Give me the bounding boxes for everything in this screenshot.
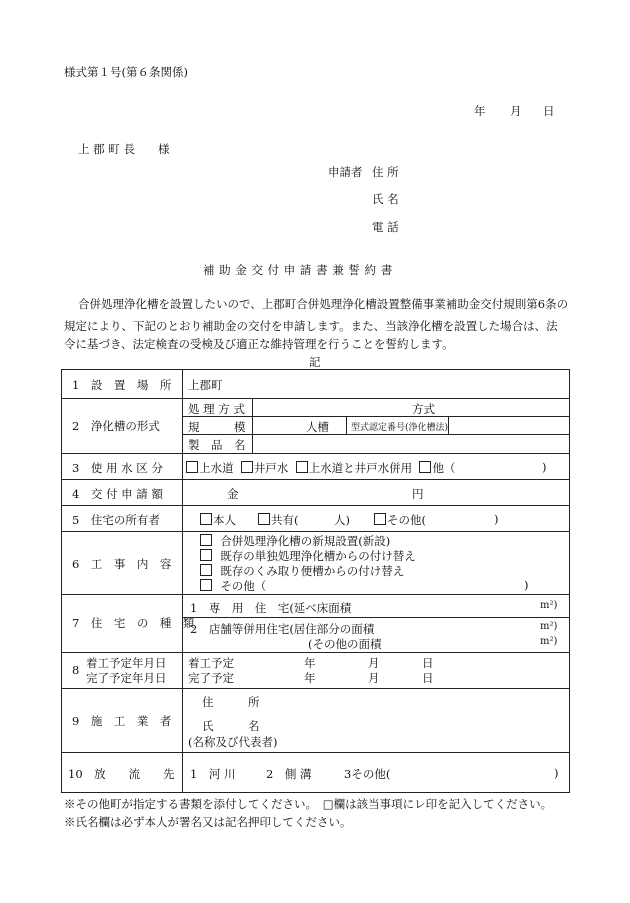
work-item-3[interactable]: 既存のくみ取り便槽からの付け替え: [200, 563, 404, 579]
row3-label: 3 使 用 水 区 分: [72, 461, 163, 475]
applicant-address-label: 住 所: [372, 165, 399, 179]
row3-close: ): [542, 460, 547, 474]
row8-start: 着工予定: [188, 656, 234, 670]
application-table: [61, 369, 570, 793]
checkbox-icon[interactable]: [200, 564, 212, 576]
ki-label: 記: [309, 355, 321, 369]
checkbox-icon[interactable]: [296, 461, 308, 473]
row8-end: 完了予定: [188, 671, 234, 685]
discharge-option-2[interactable]: 2 側 溝: [266, 767, 312, 781]
row5-label: 5 住宅の所有者: [72, 513, 160, 527]
owner-option-3[interactable]: その他(: [374, 512, 426, 528]
row8-label-start: 着工予定年月日: [86, 656, 167, 670]
date-year: 年: [474, 104, 486, 118]
water-option-2[interactable]: 井戸水: [241, 461, 289, 475]
row6-close: ): [524, 578, 529, 592]
row7-line2: 2 店舗等併用住宅(居住部分の面積: [190, 622, 375, 636]
row8-end-day: 日: [422, 671, 434, 685]
body-line-3: 令に基づき、法定検査の受検及び適正な維持管理を行うことを誓約します。: [64, 337, 454, 351]
row2-scale-unit[interactable]: 人槽: [306, 420, 329, 434]
row8-start-month: 月: [368, 656, 380, 670]
checkbox-icon[interactable]: [200, 549, 212, 561]
document-title: 補 助 金 交 付 申 請 書 兼 誓 約 書: [203, 263, 393, 277]
row2-product-label: 製 品 名: [188, 438, 246, 452]
row7-unit1: m²): [540, 600, 558, 611]
water-option-4[interactable]: 他（: [419, 461, 455, 475]
row6-label: 6 工 事 内 容: [72, 557, 172, 571]
addressee: 上 郡 町 長 様: [78, 142, 170, 156]
row7-unit3: m²): [540, 636, 558, 647]
row8-start-day: 日: [422, 656, 434, 670]
row9-note: (名称及び代表者): [188, 735, 278, 749]
checkbox-icon[interactable]: [200, 534, 212, 546]
row9-label: 9 施 工 業 者: [72, 714, 172, 728]
row7-line3: (その他の面積: [308, 637, 382, 651]
row2-scale-label: 規 模: [188, 420, 246, 434]
row7-unit2: m²): [540, 621, 558, 632]
form-number: 様式第１号(第６条関係): [64, 65, 188, 79]
row4-prefix: 金: [227, 487, 239, 501]
work-item-4[interactable]: その他（: [200, 578, 266, 594]
checkbox-icon[interactable]: [186, 461, 198, 473]
row10-label: 10 放 流 先: [68, 767, 175, 781]
row2-method-label: 処 理 方 式: [188, 402, 245, 416]
applicant-phone-label: 電 話: [372, 220, 399, 234]
row4-suffix: 円: [412, 487, 424, 501]
row8-label-end: 完了予定年月日: [86, 671, 167, 685]
applicant-name-label: 氏 名: [372, 192, 399, 206]
checkbox-icon[interactable]: [200, 579, 212, 591]
row2-cert-label: 型式認定番号(浄化槽法): [351, 423, 449, 433]
checkbox-icon[interactable]: [241, 461, 253, 473]
applicant-prefix: 申請者: [328, 165, 363, 179]
date-month: 月: [510, 104, 522, 118]
owner-people: 人): [334, 513, 350, 527]
owner-option-1[interactable]: 本人: [200, 512, 236, 528]
row1-value[interactable]: 上郡町: [188, 378, 223, 392]
checkbox-icon[interactable]: [419, 461, 431, 473]
row5-close: ): [494, 512, 499, 526]
row1-label: 1 設 置 場 所: [72, 378, 172, 392]
work-item-1[interactable]: 合併処理浄化槽の新規設置(新設): [200, 533, 390, 549]
row8-end-month: 月: [368, 671, 380, 685]
owner-option-2[interactable]: 共有(: [258, 512, 299, 528]
row8-number: 8: [72, 663, 80, 677]
row2-label: 2 浄化槽の形式: [72, 419, 160, 433]
row3-options: [186, 460, 455, 476]
body-line-2: 規定により、下記のとおり補助金の交付を申請します。また、当該浄化槽を設置した場合は、法: [64, 319, 558, 333]
checkbox-icon[interactable]: [374, 513, 386, 525]
checkbox-icon[interactable]: [258, 513, 270, 525]
water-option-1[interactable]: 上水道: [186, 461, 234, 475]
footnote-2: ※氏名欄は必ず本人が署名又は記名押印してください。: [64, 815, 352, 829]
water-option-3[interactable]: 上水道と井戸水併用: [296, 461, 413, 475]
row9-name-label: 氏 名: [202, 719, 260, 733]
date-day: 日: [543, 104, 555, 118]
checkbox-icon[interactable]: [200, 513, 212, 525]
footnote-1: ※その他町が指定する書類を添付してください。 □欄は該当事項にレ印を記入してください。: [64, 797, 553, 811]
work-item-2[interactable]: 既存の単独処理浄化槽からの付け替え: [200, 548, 416, 564]
row7-label: 7 住 宅 の 種 類: [72, 616, 195, 630]
row10-close: ): [554, 766, 559, 780]
row4-label: 4 交 付 申 請 額: [72, 487, 163, 501]
discharge-option-3[interactable]: 3その他(: [344, 767, 391, 781]
row9-address-label: 住 所: [202, 695, 260, 709]
row2-method-unit[interactable]: 方式: [412, 402, 435, 416]
row8-start-year: 年: [304, 656, 316, 670]
row7-line1: 1 専 用 住 宅(延べ床面積: [190, 601, 352, 615]
discharge-option-1[interactable]: 1 河 川: [190, 767, 236, 781]
row8-end-year: 年: [304, 671, 316, 685]
body-line-1: 合併処理浄化槽を設置したいので、上郡町合併処理浄化槽設置整備事業補助金交付規則第6条の: [78, 297, 569, 311]
